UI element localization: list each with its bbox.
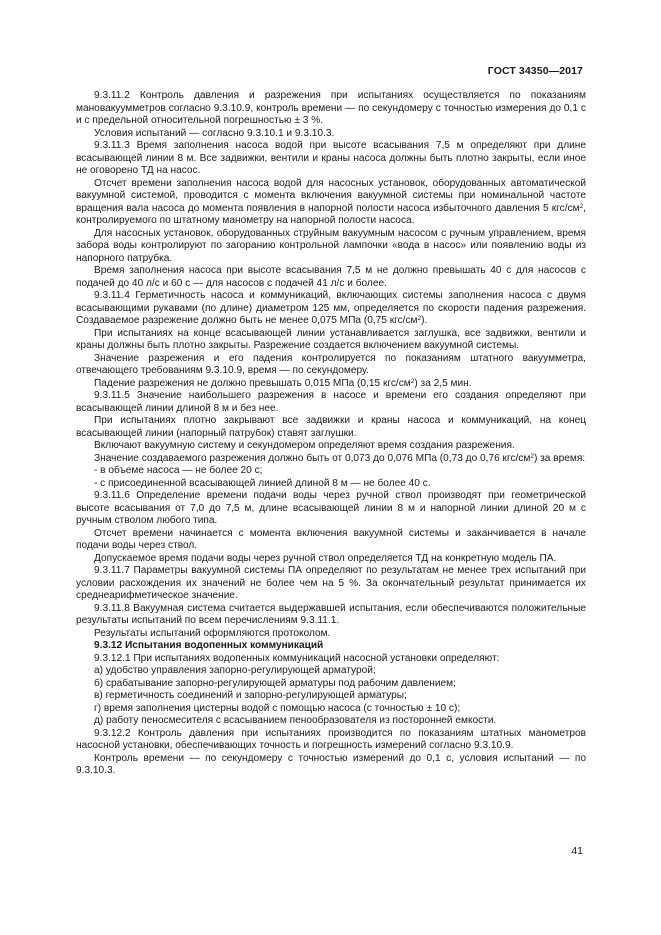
superscript: 2 bbox=[410, 377, 415, 385]
paragraph: Контроль времени — по секундомеру с точностью измерений до 0,1 с, условия испытаний — по 9.3.10.3. bbox=[76, 752, 586, 776]
paragraph: Включают вакуумную систему и секундомером определяют время создания разрежения. bbox=[94, 440, 515, 451]
paragraph: 9.3.11.4 Герметичность насоса и коммуникаций, включающих системы заполнения насоса с двумя всасывающими рукавами (по длине) диаметром 125 мм, определяется по скорости падения разрежения. Создаваемое разрежение должно быть не менее 0,075 МПа (0,75 кгс/$см^2$). bbox=[76, 290, 586, 326]
paragraph: д) работу пеносмесителя с всасыванием пенообразователя из посторонней емкости. bbox=[94, 715, 497, 726]
page-number: 41 bbox=[571, 845, 583, 857]
paragraph: Значение разрежения и его падения контролируется по показаниям штатного вакуумметра, отвечающего требованиям 9.3.10.9, время — по секундомеру. bbox=[76, 352, 586, 376]
paragraph: При испытаниях плотно закрывают все задвижки и краны насоса и коммуникаций, на конец всасывающей линии (напорный патрубок) ставят заглушки. bbox=[76, 415, 586, 439]
paragraph: 9.3.11.5 Значение наибольшего разрежения в насосе и времени его создания определяют при всасывающей линии длиной 8 м и без нее. bbox=[76, 390, 586, 414]
paragraph: 9.3.12.2 Контроль давления при испытаниях производится по показаниям штатных манометров насосной установки, обеспечивающих точность и погрешность измерений согласно 9.3.10.9. bbox=[76, 727, 586, 751]
paragraph: б) срабатывание запорно-регулирующей арматуры под рабочим давлением; bbox=[94, 677, 456, 689]
paragraph: Для насосных установок, оборудованных струйным вакуумным насосом с ручным управлением, время забора воды контролируют по загоранию контрольной лампочки «вода в насос» или появлению воды из напорного патрубка. bbox=[76, 227, 586, 264]
paragraph: - в объеме насоса — не более 20 с; bbox=[94, 465, 263, 476]
document-header: ГОСТ 34350—2017 bbox=[487, 65, 583, 77]
paragraph: 9.3.11.3 Время заполнения насоса водой при высоте всасывания 7,5 м определяют при длине всасывающей линии 8 м. Все задвижки, вентили и краны насоса должны быть плотно закрыты, если иное не оговорено ТД на насос. bbox=[76, 140, 586, 176]
paragraph: Падение разрежения не должно превышать 0,015 МПа (0,15 кгс/$см^2$) за 2,5 мин. bbox=[94, 377, 472, 389]
paragraph: 9.3.11.8 Вакуумная система считается выдержавшей испытания, если обеспечиваются положительные результаты испытаний по всем перечислениям 9.3.11.1. bbox=[76, 602, 586, 626]
paragraph: Отсчет времени начинается с момента включения вакуумной системы и заканчивается в начале подачи воды через ствол. bbox=[76, 527, 586, 551]
paragraph: г) время заполнения цистерны водой с помощью насоса (с точностью ± 10 с); bbox=[94, 702, 461, 714]
paragraph: Условия испытаний — согласно 9.3.10.1 и 9.3.10.3. bbox=[94, 127, 335, 139]
paragraph: Значение создаваемого разрежения должно быть от 0,073 до 0,076 МПа (0,73 до 0,76 кгс/$см^2$) за время: bbox=[94, 452, 586, 464]
section-heading: 9.3.12 Испытания водопенных коммуникаций bbox=[94, 640, 324, 651]
paragraph: 9.3.11.6 Определение времени подачи воды через ручной ствол производят при геометрической высоте всасывания от 7,0 до 7,5 м, длине всасывающей линии 8 м и напорной линии длиной 20 м с ручным стволом любого типа. bbox=[76, 490, 586, 526]
superscript: 2 bbox=[530, 452, 534, 460]
document-body bbox=[76, 90, 586, 778]
paragraph: Отсчет времени заполнения насоса водой для насосных установок, оборудованных автоматической вакуумной системой, проводится с момента включения вакуумной системы при номинальной частоте вращения вала насоса до момента появления в напорной полости насоса избыточного давления 5 кгс/$см^2$, контролируемого по штатному манометру на напорной полости насоса. bbox=[76, 177, 586, 226]
superscript: 2 bbox=[579, 202, 584, 210]
paragraph: Допускаемое время подачи воды через ручной ствол определяется ТД на конкретную модель ПА. bbox=[94, 552, 557, 564]
paragraph: Результаты испытаний оформляются протоколом. bbox=[94, 627, 331, 639]
paragraph: 9.3.12.1 При испытаниях водопенных коммуникаций насосной установки определяют: bbox=[94, 652, 500, 664]
paragraph: а) удобство управления запорно-регулирующей арматурой; bbox=[94, 665, 376, 676]
paragraph: - с присоединенной всасывающей линией длиной 8 м — не более 40 с. bbox=[94, 477, 431, 489]
paragraph: в) герметичность соединений и запорно-регулирующей арматуры; bbox=[94, 690, 407, 701]
paragraph: Время заполнения насоса при высоте всасывания 7,5 м не должно превышать 40 с для насосов с подачей до 40 л/с и 60 с — для насосов с подачей 41 л/с и более. bbox=[76, 265, 586, 289]
paragraph: 9.3.11.7 Параметры вакуумной системы ПА определяют по результатам не менее трех испытаний при условии расхождения их значений не более чем на 5 %. За окончательный результат принимается их среднеарифметическое значение. bbox=[76, 565, 586, 601]
superscript: 2 bbox=[417, 315, 422, 322]
paragraph: При испытаниях на конце всасывающей линии устанавливается заглушка, все задвижки, вентили и краны должны быть плотно закрыты. Разрежение создается включением вакуумной системы. bbox=[76, 327, 586, 351]
paragraph: 9.3.11.2 Контроль давления и разрежения при испытаниях осуществляется по показаниям мановакуумметров согласно 9.3.10.9, контроль времени — по секундомеру с точностью измерения до 0,1 с и с предельной относительной погрешностью ± 3 %. bbox=[76, 90, 586, 126]
